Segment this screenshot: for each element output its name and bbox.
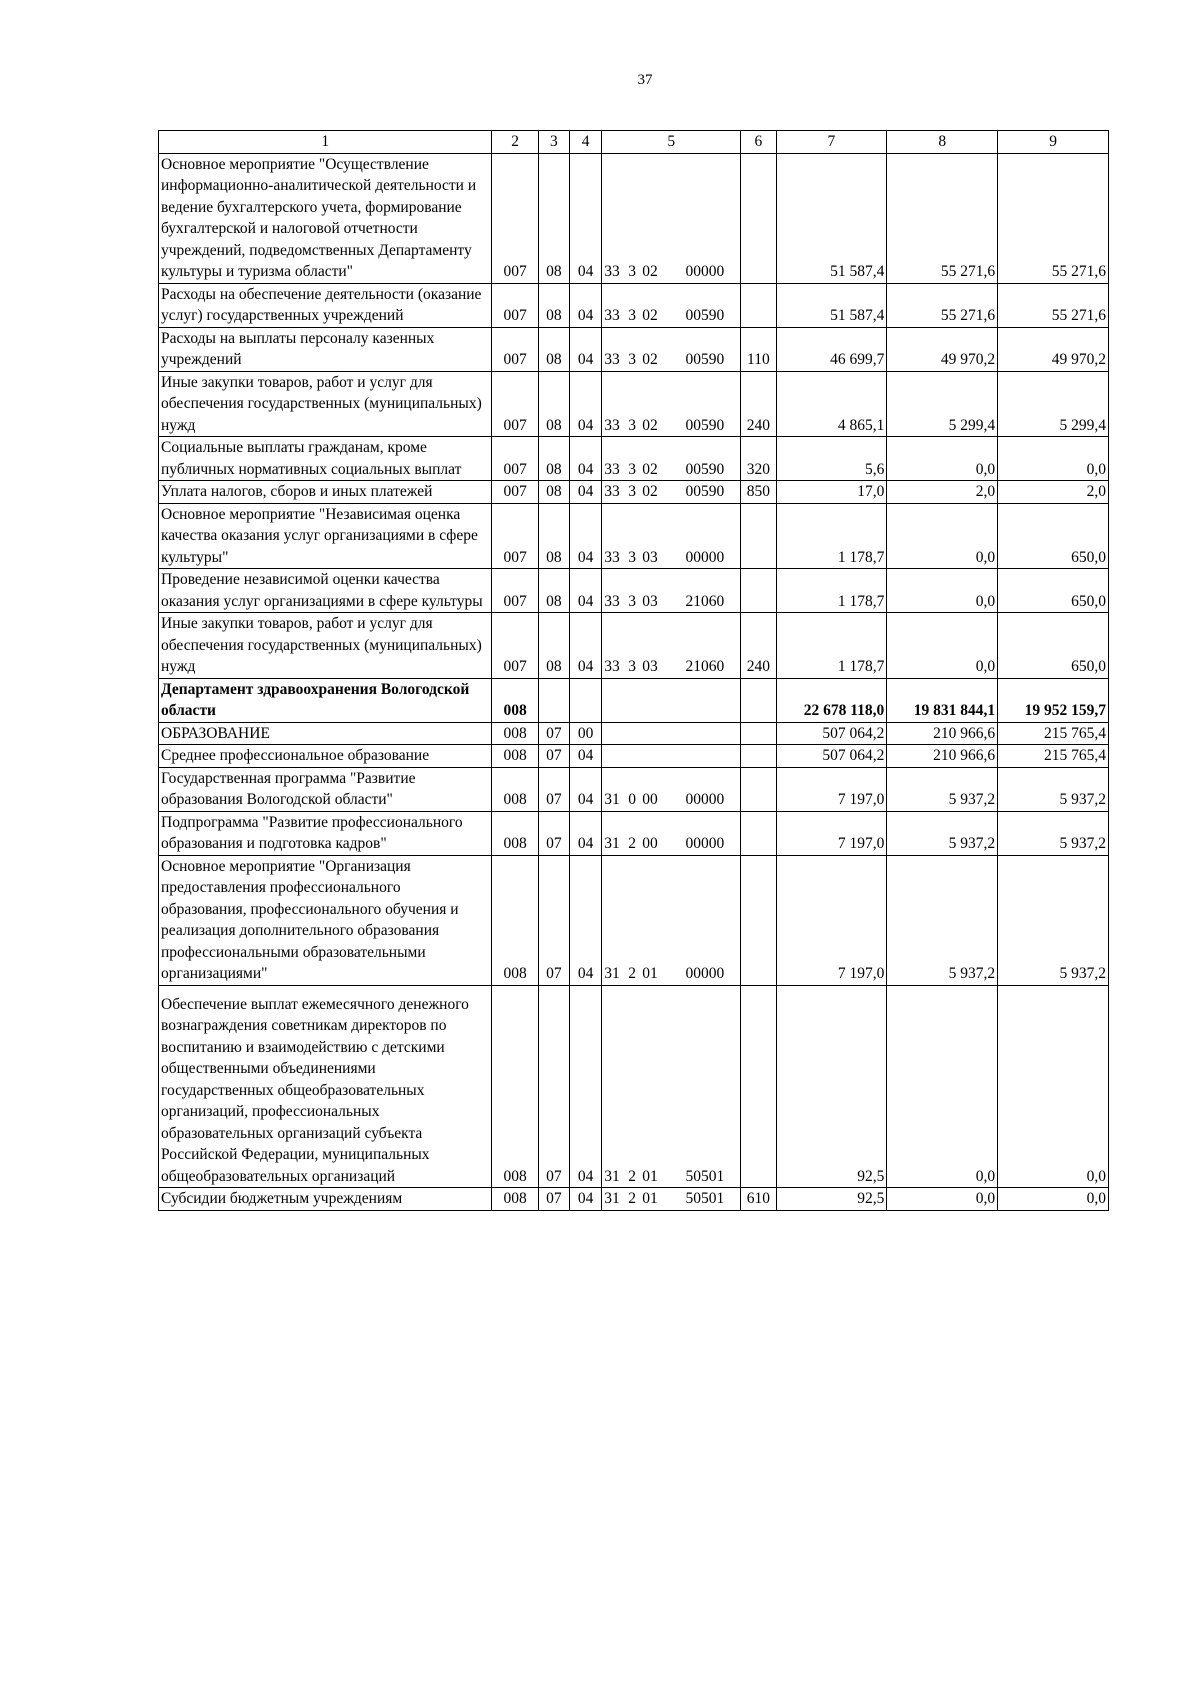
target-article-part: 33 (604, 592, 620, 610)
target-article-part: 00590 (685, 351, 725, 368)
expense-type-cell: 320 (741, 437, 776, 481)
target-article-cell (602, 481, 741, 504)
amount-cell: 5,6 (776, 437, 887, 481)
subsection-code-cell: 04 (570, 985, 602, 1188)
target-article-part: 3 (628, 483, 636, 500)
target-article-part: 01 (642, 1190, 658, 1207)
section-code-cell: 08 (538, 283, 569, 327)
expense-type-cell: 610 (741, 1188, 776, 1211)
expense-type-cell (741, 283, 776, 327)
target-article-cell (602, 722, 741, 745)
expense-type-cell: 110 (741, 327, 776, 371)
target-article-part: 2 (628, 1167, 636, 1185)
ministry-code-cell: 007 (492, 569, 538, 613)
expense-type-cell (741, 153, 776, 283)
target-article-part: 33 (604, 351, 620, 368)
row-name-cell: Основное мероприятие "Организация предоставления профессионального образования, профессионального обучения и реализация дополнительного образования профессиональными образовательными организациями" (159, 855, 492, 985)
target-article-part: 01 (642, 1167, 658, 1185)
target-article-cell (602, 985, 741, 1188)
target-article-part: 00590 (685, 460, 725, 478)
amount-cell: 7 197,0 (776, 811, 887, 855)
amount-cell: 55 271,6 (998, 153, 1109, 283)
section-code-cell: 07 (538, 745, 569, 768)
target-article-part: 33 (604, 416, 620, 434)
amount-cell: 49 970,2 (998, 327, 1109, 371)
ministry-code-cell: 007 (492, 437, 538, 481)
ministry-code-cell: 007 (492, 481, 538, 504)
expense-type-cell (741, 745, 776, 768)
row-name-cell: Проведение независимой оценки качества оказания услуг организациями в сфере культуры (159, 569, 492, 613)
amount-cell: 55 271,6 (887, 283, 998, 327)
row-name-cell: Обеспечение выплат ежемесячного денежного вознаграждения советникам директоров по воспитанию и взаимодействию с детскими общественными объединениями государственных общеобразовательных организаций, профессиональных образовательных организаций субъекта Российской Федерации, муниципальных общеобразовательных организаций (159, 985, 492, 1188)
section-code-cell: 07 (538, 767, 569, 811)
header-cell: 5 (602, 131, 741, 154)
target-article-part: 2 (628, 965, 636, 982)
target-article-part: 00000 (685, 263, 725, 280)
amount-cell: 0,0 (887, 569, 998, 613)
target-article-part: 33 (604, 263, 620, 280)
target-article-part: 31 (604, 791, 620, 808)
expense-type-cell: 240 (741, 371, 776, 437)
amount-cell: 46 699,7 (776, 327, 887, 371)
target-article-cell (602, 371, 741, 437)
section-code-cell: 07 (538, 811, 569, 855)
target-article-part: 02 (642, 351, 658, 368)
target-article-part: 2 (628, 1190, 636, 1207)
target-article-cell (602, 613, 741, 679)
target-article-part: 03 (642, 592, 658, 610)
amount-cell: 2,0 (887, 481, 998, 504)
subsection-code-cell: 04 (570, 855, 602, 985)
target-article-part: 3 (628, 658, 636, 675)
target-article-part: 3 (628, 351, 636, 368)
expense-type-cell: 850 (741, 481, 776, 504)
ministry-code-cell: 008 (492, 811, 538, 855)
target-article-cell (602, 569, 741, 613)
header-cell: 1 (159, 131, 492, 154)
table-row (159, 481, 1109, 504)
ministry-code-cell: 007 (492, 283, 538, 327)
subsection-code-cell: 04 (570, 437, 602, 481)
amount-cell: 5 937,2 (887, 767, 998, 811)
row-name-cell: Среднее профессиональное образование (159, 745, 492, 768)
expense-type-cell: 240 (741, 613, 776, 679)
section-code-cell: 08 (538, 437, 569, 481)
section-code-cell: 07 (538, 855, 569, 985)
amount-cell: 5 937,2 (998, 811, 1109, 855)
table-row (159, 745, 1109, 768)
page-number: 37 (637, 72, 653, 88)
target-article-part: 00590 (685, 307, 725, 324)
target-article-part: 03 (642, 658, 658, 675)
row-name-cell: Социальные выплаты гражданам, кроме публичных нормативных социальных выплат (159, 437, 492, 481)
header-cell: 8 (887, 131, 998, 154)
amount-cell: 51 587,4 (776, 153, 887, 283)
target-article-cell (602, 283, 741, 327)
amount-cell: 1 178,7 (776, 613, 887, 679)
target-article-cell (602, 1188, 741, 1211)
row-name-cell: Расходы на обеспечение деятельности (оказание услуг) государственных учреждений (159, 283, 492, 327)
row-name-cell: Субсидии бюджетным учреждениям (159, 1188, 492, 1211)
expense-type-cell (741, 767, 776, 811)
target-article-cell (602, 855, 741, 985)
subsection-code-cell: 04 (570, 569, 602, 613)
header-cell: 7 (776, 131, 887, 154)
amount-cell: 210 966,6 (887, 722, 998, 745)
amount-cell: 5 937,2 (887, 855, 998, 985)
target-article-part: 3 (628, 416, 636, 434)
ministry-code-cell: 007 (492, 153, 538, 283)
target-article-part: 00590 (685, 416, 725, 434)
table-row (159, 283, 1109, 327)
amount-cell: 650,0 (998, 569, 1109, 613)
section-code-cell: 08 (538, 503, 569, 569)
target-article-part: 02 (642, 416, 658, 434)
target-article-part: 00 (642, 835, 658, 852)
header-cell: 3 (538, 131, 569, 154)
section-code-cell: 08 (538, 569, 569, 613)
row-name-cell: Государственная программа "Развитие образования Вологодской области" (159, 767, 492, 811)
row-name-cell: Уплата налогов, сборов и иных платежей (159, 481, 492, 504)
table-row (159, 722, 1109, 745)
ministry-code-cell: 007 (492, 327, 538, 371)
target-article-part: 3 (628, 307, 636, 324)
target-article-part: 33 (604, 548, 620, 566)
table-row (159, 767, 1109, 811)
target-article-part: 00000 (685, 791, 725, 808)
row-name-cell: Основное мероприятие "Осуществление информационно-аналитической деятельности и ведение бухгалтерского учета, формирование бухгалтерской и налоговой отчетности учреждений, подведомственных Департаменту культуры и туризма области" (159, 153, 492, 283)
table-row (159, 855, 1109, 985)
expense-type-cell (741, 722, 776, 745)
target-article-part: 02 (642, 263, 658, 280)
amount-cell: 5 937,2 (998, 855, 1109, 985)
subsection-code-cell (570, 678, 602, 722)
target-article-part: 50501 (685, 1190, 725, 1207)
expense-type-cell (741, 678, 776, 722)
section-code-cell: 07 (538, 722, 569, 745)
table-row (159, 153, 1109, 283)
amount-cell: 0,0 (887, 1188, 998, 1211)
ministry-code-cell: 008 (492, 722, 538, 745)
table-row (159, 613, 1109, 679)
expense-type-cell (741, 855, 776, 985)
amount-cell: 0,0 (887, 437, 998, 481)
subsection-code-cell: 04 (570, 767, 602, 811)
amount-cell: 5 937,2 (887, 811, 998, 855)
section-code-cell: 08 (538, 327, 569, 371)
subsection-code-cell: 04 (570, 1188, 602, 1211)
target-article-cell (602, 811, 741, 855)
target-article-part: 33 (604, 460, 620, 478)
amount-cell: 5 937,2 (998, 767, 1109, 811)
amount-cell: 4 865,1 (776, 371, 887, 437)
amount-cell: 17,0 (776, 481, 887, 504)
target-article-part: 33 (604, 658, 620, 675)
table-row (159, 1188, 1109, 1211)
table-row (159, 371, 1109, 437)
target-article-cell (602, 745, 741, 768)
amount-cell: 22 678 118,0 (776, 678, 887, 722)
amount-cell: 650,0 (998, 613, 1109, 679)
amount-cell: 92,5 (776, 1188, 887, 1211)
row-name-cell: Иные закупки товаров, работ и услуг для обеспечения государственных (муниципальных) нужд (159, 613, 492, 679)
target-article-part: 00000 (685, 965, 725, 982)
amount-cell: 92,5 (776, 985, 887, 1188)
amount-cell: 0,0 (998, 437, 1109, 481)
table-row (159, 811, 1109, 855)
ministry-code-cell: 008 (492, 1188, 538, 1211)
amount-cell: 215 765,4 (998, 745, 1109, 768)
ministry-code-cell: 008 (492, 745, 538, 768)
target-article-part: 00000 (685, 548, 725, 566)
subsection-code-cell: 04 (570, 811, 602, 855)
header-cell: 6 (741, 131, 776, 154)
target-article-part: 31 (604, 835, 620, 852)
ministry-code-cell: 007 (492, 371, 538, 437)
target-article-part: 33 (604, 307, 620, 324)
amount-cell: 55 271,6 (887, 153, 998, 283)
header-cell: 9 (998, 131, 1109, 154)
table-row (159, 569, 1109, 613)
row-name-cell: Основное мероприятие "Независимая оценка качества оказания услуг организациями в сфере культуры" (159, 503, 492, 569)
row-name-cell: Иные закупки товаров, работ и услуг для обеспечения государственных (муниципальных) нужд (159, 371, 492, 437)
table-header-row (159, 131, 1109, 154)
subsection-code-cell: 04 (570, 503, 602, 569)
amount-cell: 507 064,2 (776, 745, 887, 768)
ministry-code-cell: 008 (492, 855, 538, 985)
ministry-code-cell: 008 (492, 767, 538, 811)
subsection-code-cell: 00 (570, 722, 602, 745)
subsection-code-cell: 04 (570, 153, 602, 283)
amount-cell: 650,0 (998, 503, 1109, 569)
section-code-cell: 08 (538, 371, 569, 437)
target-article-cell (602, 767, 741, 811)
amount-cell: 7 197,0 (776, 855, 887, 985)
expense-type-cell (741, 985, 776, 1188)
amount-cell: 0,0 (998, 1188, 1109, 1211)
amount-cell: 0,0 (887, 985, 998, 1188)
header-cell: 2 (492, 131, 538, 154)
amount-cell: 1 178,7 (776, 569, 887, 613)
target-article-part: 00590 (685, 483, 725, 500)
target-article-part: 02 (642, 307, 658, 324)
amount-cell: 2,0 (998, 481, 1109, 504)
target-article-part: 2 (628, 835, 636, 852)
amount-cell: 1 178,7 (776, 503, 887, 569)
amount-cell: 55 271,6 (998, 283, 1109, 327)
target-article-cell (602, 503, 741, 569)
target-article-cell (602, 327, 741, 371)
amount-cell: 7 197,0 (776, 767, 887, 811)
section-code-cell: 08 (538, 481, 569, 504)
ministry-code-cell: 007 (492, 503, 538, 569)
target-article-part: 0 (628, 791, 636, 808)
amount-cell: 0,0 (998, 985, 1109, 1188)
amount-cell: 0,0 (887, 613, 998, 679)
target-article-part: 02 (642, 483, 658, 500)
table-row (159, 985, 1109, 1188)
amount-cell: 210 966,6 (887, 745, 998, 768)
target-article-part: 03 (642, 548, 658, 566)
target-article-part: 33 (604, 483, 620, 500)
amount-cell: 19 831 844,1 (887, 678, 998, 722)
subsection-code-cell: 04 (570, 327, 602, 371)
section-code-cell: 08 (538, 153, 569, 283)
table-row (159, 503, 1109, 569)
amount-cell: 19 952 159,7 (998, 678, 1109, 722)
target-article-part: 31 (604, 965, 620, 982)
target-article-part: 50501 (685, 1167, 725, 1185)
target-article-part: 21060 (685, 592, 725, 610)
header-cell: 4 (570, 131, 602, 154)
target-article-part: 00000 (685, 835, 725, 852)
target-article-part: 3 (628, 460, 636, 478)
expense-type-cell (741, 811, 776, 855)
row-name-cell: Подпрограмма "Развитие профессионального образования и подготовка кадров" (159, 811, 492, 855)
target-article-part: 31 (604, 1190, 620, 1207)
subsection-code-cell: 04 (570, 283, 602, 327)
target-article-cell (602, 153, 741, 283)
target-article-part: 31 (604, 1167, 620, 1185)
target-article-part: 21060 (685, 658, 725, 675)
table-row (159, 678, 1109, 722)
expense-type-cell (741, 569, 776, 613)
ministry-code-cell: 007 (492, 613, 538, 679)
subsection-code-cell: 04 (570, 745, 602, 768)
subsection-code-cell: 04 (570, 371, 602, 437)
budget-table (158, 130, 1109, 1211)
row-name-cell: Департамент здравоохранения Вологодской области (159, 678, 492, 722)
target-article-part: 02 (642, 460, 658, 478)
section-code-cell: 07 (538, 1188, 569, 1211)
ministry-code-cell: 008 (492, 678, 538, 722)
table-row (159, 327, 1109, 371)
amount-cell: 507 064,2 (776, 722, 887, 745)
target-article-cell (602, 437, 741, 481)
amount-cell: 0,0 (887, 503, 998, 569)
section-code-cell (538, 678, 569, 722)
expense-type-cell (741, 503, 776, 569)
target-article-part: 3 (628, 592, 636, 610)
subsection-code-cell: 04 (570, 613, 602, 679)
amount-cell: 5 299,4 (887, 371, 998, 437)
row-name-cell: Расходы на выплаты персоналу казенных учреждений (159, 327, 492, 371)
target-article-part: 3 (628, 263, 636, 280)
subsection-code-cell: 04 (570, 481, 602, 504)
table-row (159, 437, 1109, 481)
amount-cell: 5 299,4 (998, 371, 1109, 437)
target-article-part: 00 (642, 791, 658, 808)
target-article-cell (602, 678, 741, 722)
amount-cell: 215 765,4 (998, 722, 1109, 745)
section-code-cell: 07 (538, 985, 569, 1188)
section-code-cell: 08 (538, 613, 569, 679)
row-name-cell: ОБРАЗОВАНИЕ (159, 722, 492, 745)
ministry-code-cell: 008 (492, 985, 538, 1188)
amount-cell: 49 970,2 (887, 327, 998, 371)
target-article-part: 3 (628, 548, 636, 566)
target-article-part: 01 (642, 965, 658, 982)
amount-cell: 51 587,4 (776, 283, 887, 327)
